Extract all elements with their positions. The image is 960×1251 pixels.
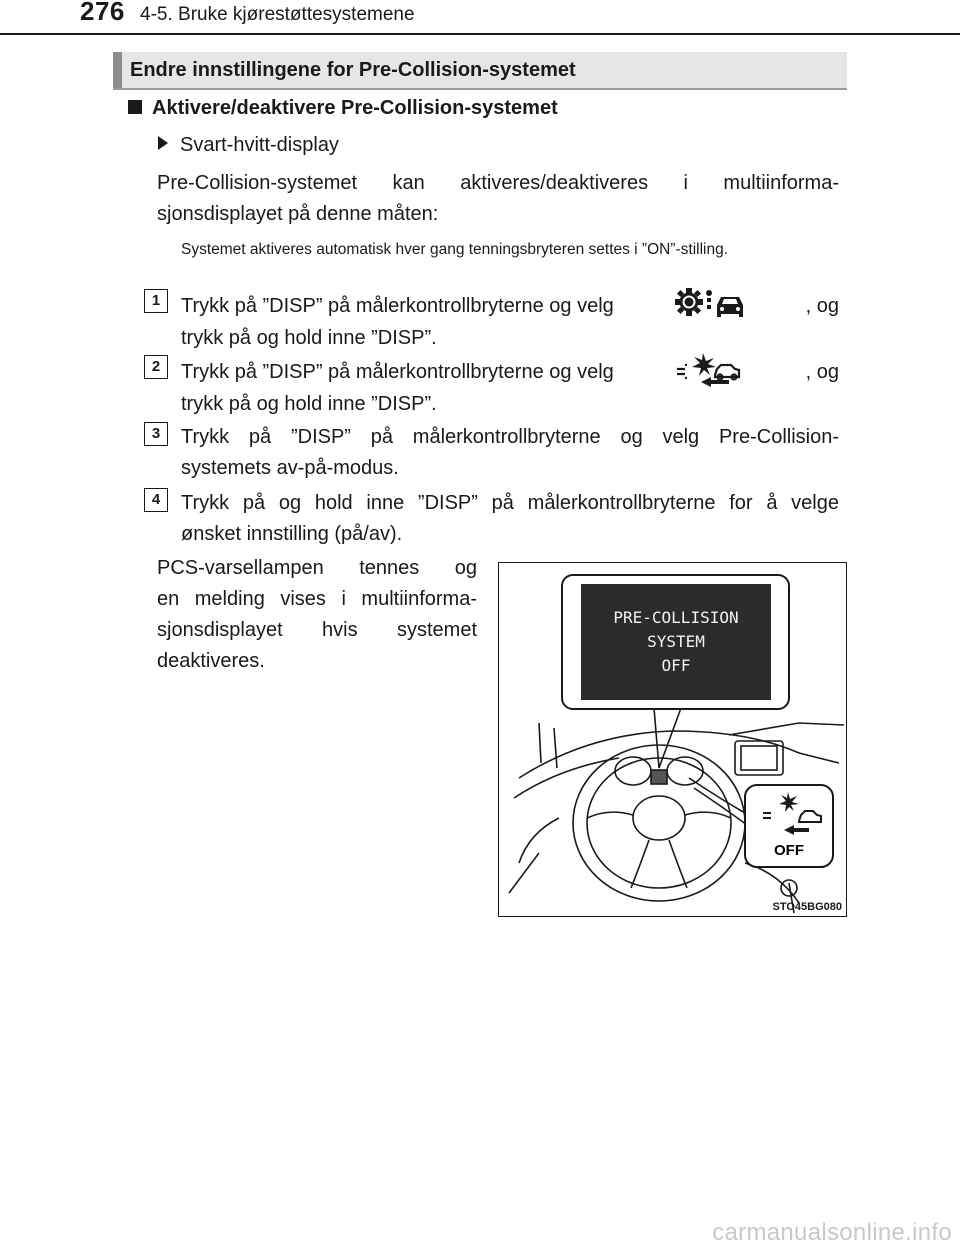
display-callout <box>561 574 790 710</box>
step-1-text-b: , og <box>805 294 839 317</box>
display-line-2: SYSTEM <box>647 632 705 651</box>
section-title: Endre innstillingene for Pre-Collision-systemet <box>130 59 576 81</box>
pcs-line-4: deaktiveres. <box>157 650 265 672</box>
section-heading-bar <box>113 52 847 90</box>
display-variant <box>158 134 339 157</box>
page-number: 276 <box>80 0 125 26</box>
intro-line-1: Pre-Collision-systemet kan aktiveres/deaktiveres i multiinforma- <box>157 172 839 194</box>
step-2-text-a: Trykk på ”DISP” på målerkontrollbryterne og velg <box>181 360 614 383</box>
pcs-paragraph <box>157 553 477 677</box>
multi-info-display <box>581 584 771 700</box>
step-1-text-a: Trykk på ”DISP” på målerkontrollbryterne og velg <box>181 294 614 317</box>
square-bullet-icon <box>128 100 142 114</box>
step-3 <box>181 422 839 484</box>
watermark: carmanualsonline.info <box>712 1219 952 1246</box>
pcs-line-3: sjonsdisplayet hvis systemet <box>157 619 477 641</box>
note-text: Systemet aktiveres automatisk hver gang tenningsbryteren settes i ”ON”-stilling. <box>181 241 729 258</box>
settings-car-icon <box>667 289 753 323</box>
pcs-line-2: en melding vises i multiinforma- <box>157 588 477 610</box>
step-3-line-1: Trykk på ”DISP” på målerkontrollbryterne og velg Pre-Collision- <box>181 426 839 448</box>
step-2-text-b: , og <box>805 360 839 383</box>
figure-code: STO45BG080 <box>772 901 842 913</box>
dashboard-figure <box>498 562 847 917</box>
triangle-bullet-icon <box>158 136 168 150</box>
header-rule <box>0 33 960 35</box>
intro-line-2: sjonsdisplayet på denne måten: <box>157 203 439 225</box>
subheading <box>128 97 558 120</box>
pcs-line-1: PCS-varsellampen tennes og <box>157 557 477 579</box>
step-3-line-2: systemets av-på-modus. <box>181 457 399 479</box>
step-1 <box>181 289 839 354</box>
step-1-number: 1 <box>144 289 168 313</box>
pre-collision-icon <box>667 355 753 389</box>
step-4-line-2: ønsket innstilling (på/av). <box>181 523 403 545</box>
chapter-title: 4-5. Bruke kjørestøttesystemene <box>140 4 415 25</box>
step-2-number: 2 <box>144 355 168 379</box>
section-accent <box>113 52 122 88</box>
indicator-off-label: OFF <box>774 842 804 859</box>
display-line-3: OFF <box>661 656 691 675</box>
variant-text: Svart-hvitt-display <box>180 134 339 156</box>
step-2 <box>181 355 839 420</box>
display-line-1: PRE-COLLISION <box>613 608 739 627</box>
step-3-number: 3 <box>144 422 168 446</box>
step-2-line-2: trykk på og hold inne ”DISP”. <box>181 393 437 415</box>
subheading-text: Aktivere/deaktivere Pre-Collision-systemet <box>152 97 558 119</box>
step-4-number: 4 <box>144 488 168 512</box>
step-4-line-1: Trykk på og hold inne ”DISP” på målerkontrollbryterne for å velge <box>181 492 839 514</box>
step-1-line-2: trykk på og hold inne ”DISP”. <box>181 327 437 349</box>
step-4 <box>181 488 839 550</box>
